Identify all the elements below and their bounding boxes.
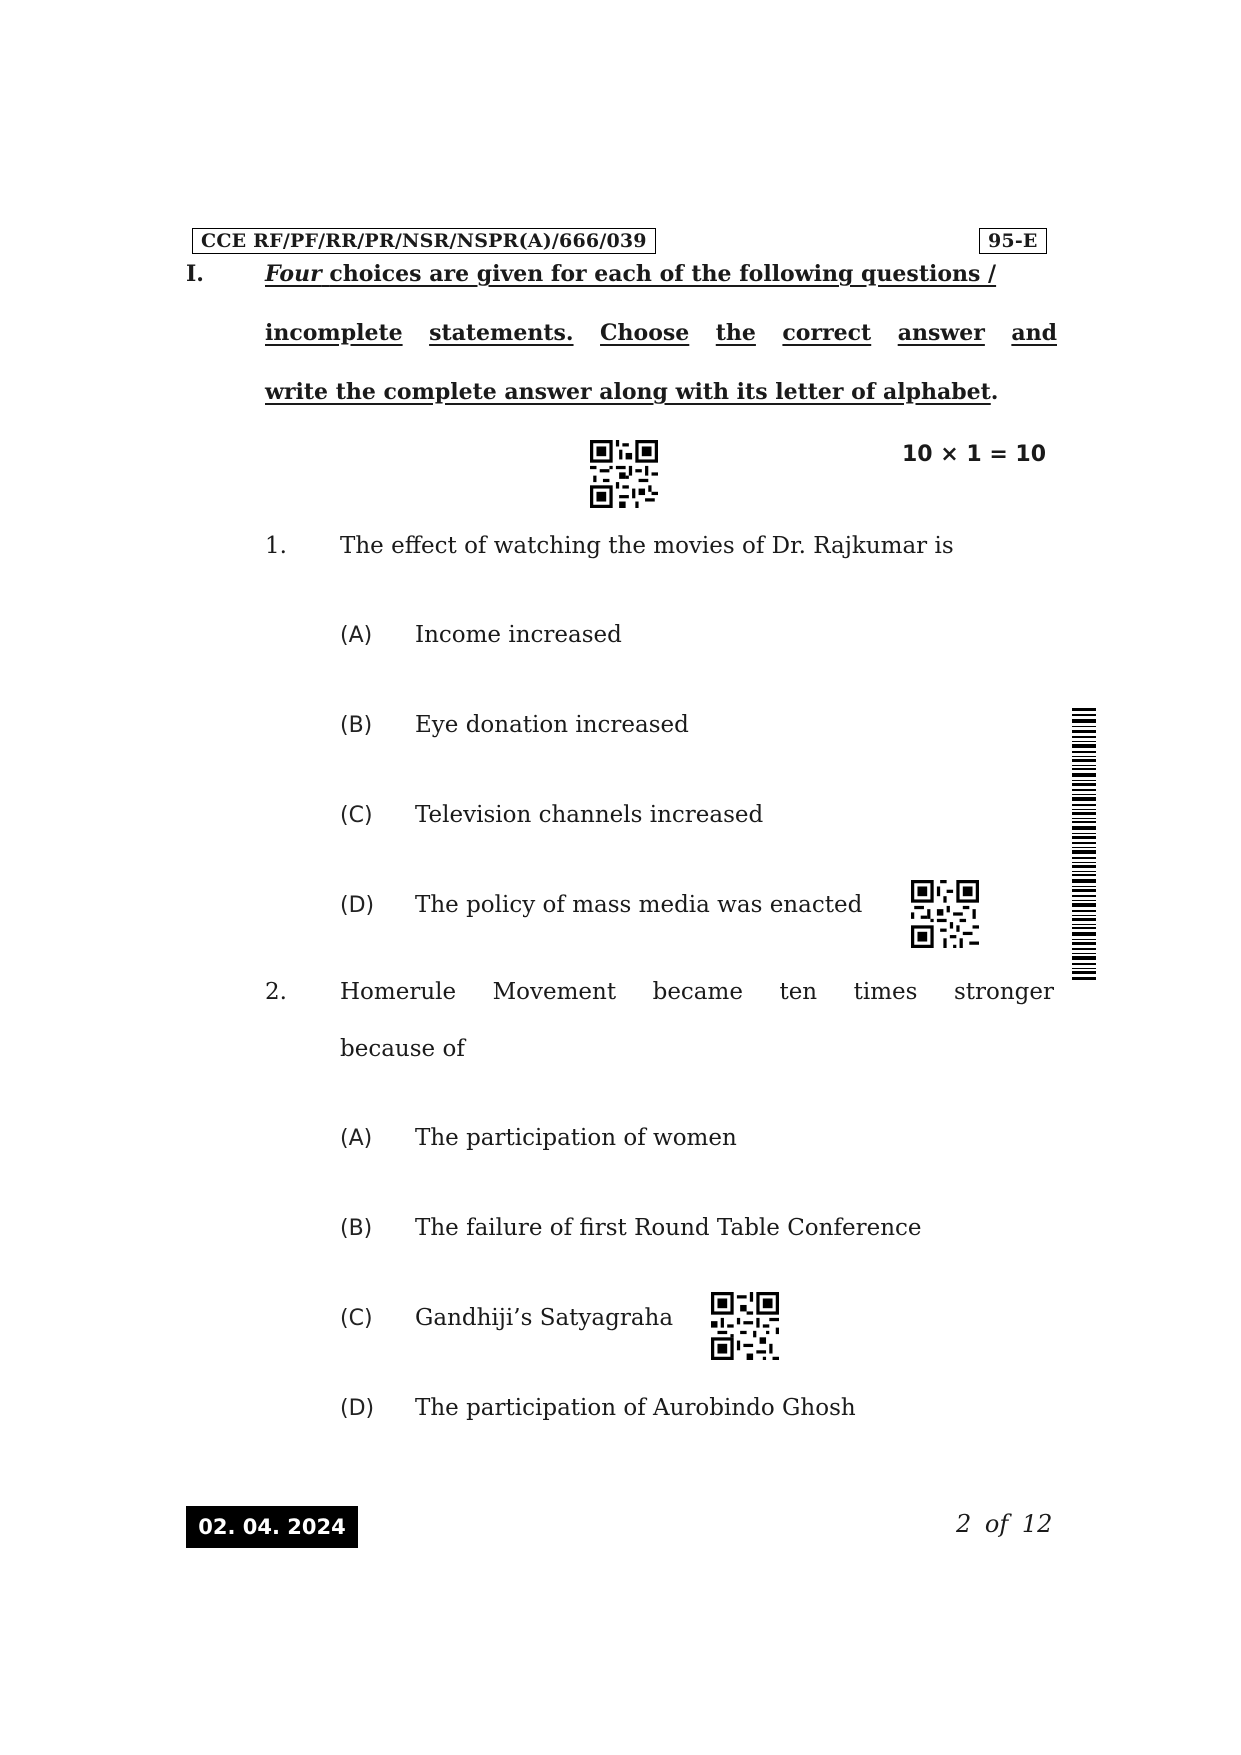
option-letter: (A) xyxy=(340,623,373,648)
question-word: times xyxy=(853,979,918,1005)
instruction-word: and xyxy=(1011,320,1057,346)
instruction-line-3-text: write the complete answer along with its letter of alphabet xyxy=(265,379,991,405)
question-text-line-2: because of xyxy=(340,1036,465,1062)
barcode-icon xyxy=(1072,708,1096,980)
paper-number: 95-E xyxy=(988,230,1038,252)
exam-code: CCE RF/PF/RR/PR/NSR/NSPR(A)/666/039 xyxy=(201,230,647,252)
instruction-word: the xyxy=(715,320,756,346)
instruction-word: correct xyxy=(782,320,872,346)
qr-code-icon xyxy=(911,880,979,948)
question-word: became xyxy=(652,979,743,1005)
option-letter: (B) xyxy=(340,713,373,738)
option-text: Gandhiji’s Satyagraha xyxy=(415,1305,674,1331)
question-word: Movement xyxy=(492,979,617,1005)
instruction-italic-word: Four xyxy=(265,261,322,287)
option-letter: (C) xyxy=(340,1306,373,1331)
paper-code-box xyxy=(192,228,656,254)
question-word: Homerule xyxy=(340,979,457,1005)
option-text: Television channels increased xyxy=(415,802,764,828)
option-letter: (D) xyxy=(340,893,375,918)
exam-date: 02. 04. 2024 xyxy=(198,1515,346,1539)
instruction-word: Choose xyxy=(600,320,690,346)
option-letter: (D) xyxy=(340,1396,375,1421)
instruction-word: statements. xyxy=(429,320,574,346)
marks-allocation: 10 × 1 = 10 xyxy=(902,442,1047,467)
question-text: The effect of watching the movies of Dr. Rajkumar is xyxy=(340,533,954,559)
question-word: ten xyxy=(779,979,818,1005)
instruction-line-2 xyxy=(265,320,1057,346)
qr-code-icon xyxy=(590,440,658,508)
option-text: The failure of first Round Table Conference xyxy=(415,1215,922,1241)
question-word: stronger xyxy=(953,979,1054,1005)
option-text: The participation of women xyxy=(415,1125,737,1151)
option-letter: (A) xyxy=(340,1126,373,1151)
page-number: 2 of 12 xyxy=(956,1510,1053,1538)
instruction-word: answer xyxy=(897,320,985,346)
instruction-line-1-text: choices are given for each of the following questions / xyxy=(329,261,997,287)
option-letter: (B) xyxy=(340,1216,373,1241)
paper-number-box xyxy=(979,228,1047,254)
section-number: I. xyxy=(186,261,204,287)
option-text: Eye donation increased xyxy=(415,712,689,738)
option-text: Income increased xyxy=(415,622,622,648)
option-text: The policy of mass media was enacted xyxy=(415,892,863,918)
instruction-line-3-period: . xyxy=(990,379,999,405)
qr-code-icon xyxy=(711,1292,779,1360)
question-text-line-1 xyxy=(340,979,1054,1005)
option-letter: (C) xyxy=(340,803,373,828)
exam-date-badge xyxy=(186,1506,358,1548)
instruction-word: incomplete xyxy=(265,320,403,346)
option-text: The participation of Aurobindo Ghosh xyxy=(415,1395,856,1421)
instruction-line-1 xyxy=(265,261,1057,287)
question-number: 2. xyxy=(265,979,287,1005)
question-number: 1. xyxy=(265,533,287,559)
instruction-line-3 xyxy=(265,379,1057,405)
